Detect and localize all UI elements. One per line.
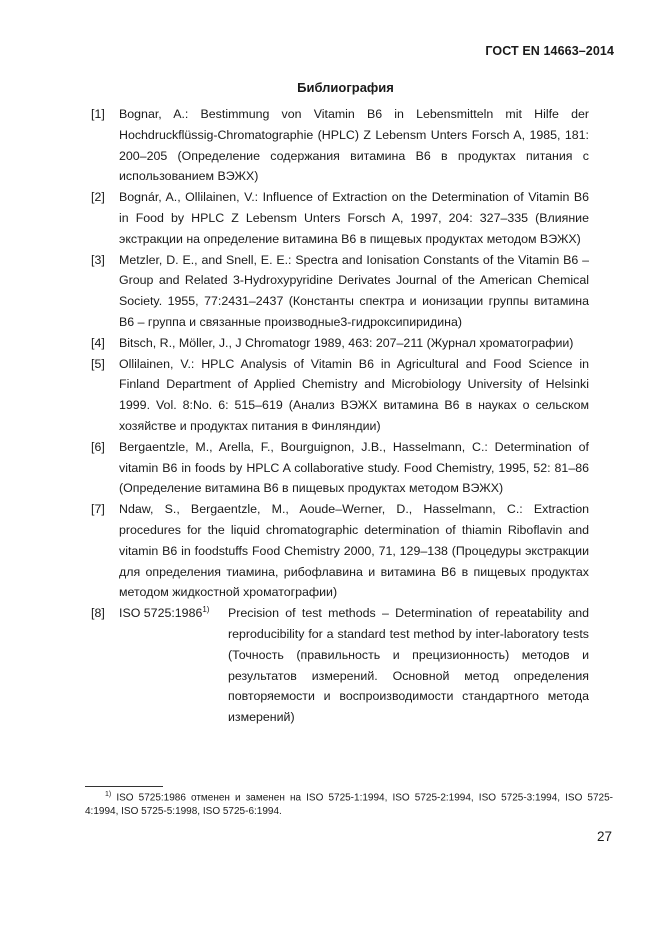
reference-text: Metzler, D. E., and Snell, E. E.: Spectra and Ionisation Constants of the Vitamin B6 – Group and Related 3-Hydroxypyridine Derivates Journal of the American Chemical Society. 1955, 77:2431–2437 (Константы спектра и ионизации группы витамина В6 – группа и связанные производные3-гидроксипиридина) (119, 252, 589, 329)
reference-item (91, 437, 589, 499)
reference-text: Precision of test methods – Determination of repeatability and reproducibility for a standard test method by inter-laboratory tests (Точность (правильность и прецизионность) методов и результатов измерений. Основной метод определения повторяемости и воспроизводимости стандартного метода измерений) (228, 606, 589, 725)
reference-number: [1] (91, 107, 105, 121)
reference-item (91, 104, 589, 187)
reference-number: [2] (91, 190, 105, 205)
reference-standard-label (119, 603, 228, 624)
page-number: 27 (596, 829, 612, 844)
reference-number: [6] (91, 439, 105, 454)
reference-item (91, 333, 589, 354)
footnote-marker: 1) (105, 791, 112, 798)
footnote-text: ISO 5725:1986 отменен и заменен на ISO 5725-1:1994, ISO 5725-2:1994, ISO 5725-3:1994, ISO 5725-4:1994, ISO 5725-5:1998, ISO 5725-6:1994. (85, 792, 614, 817)
reference-item-iso (91, 603, 589, 728)
footnote-marker: 1) (202, 605, 210, 614)
reference-number: [4] (91, 335, 105, 350)
reference-text: Bognár, A., Ollilainen, V.: Influence of Extraction on the Determination of Vitamin B6 in Food by HPLC Z Lebensm Unters Forsch A, 1997, 204: 327–335 (Влияние экстракции на определение витамина В6 в пищевых продуктах методом ВЭЖХ) (119, 190, 589, 246)
reference-text: Bergaentzle, M., Arella, F., Bourguignon, J.B., Hasselmann, C.: Determination of vitamin B6 in foods by HPLC A collaborative study. Food Chemistry, 1995, 52: 81–86 (Определение витамина В6 в пищевых продуктах методом ВЭЖХ) (119, 439, 589, 496)
reference-text: Bitsch, R., Möller, J., J Chromatogr 1989, 463: 207–211 (Журнал хроматографии) (119, 335, 574, 350)
bibliography-title: Библиография (297, 80, 394, 95)
standard-code: ISO 5725:1986 (119, 606, 203, 621)
reference-number: [3] (91, 252, 105, 267)
reference-item (91, 354, 589, 437)
reference-item (91, 250, 589, 333)
reference-text: Ollilainen, V.: HPLC Analysis of Vitamin B6 in Agricultural and Food Science in Finland Department of Applied Chemistry and Microbiology University of Helsinki 1999. Vol. 8:No. 6: 515–619 (Анализ ВЭЖХ витамина В6 в науках о сельском хозяйстве и продуктах питания в Финляндии) (119, 356, 589, 433)
reference-number: [5] (91, 356, 105, 371)
reference-number: [8] (91, 606, 105, 621)
standard-designation: ГОСТ EN 14663–2014 (485, 44, 614, 58)
reference-item (91, 187, 589, 249)
reference-number: [7] (91, 502, 105, 517)
footnote (85, 788, 613, 818)
reference-text: Bognar, A.: Bestimmung von Vitamin B6 in Lebensmitteln mit Hilfe der Hochdruckflüssig-Chromatographie (HPLC) Z Lebensm Unters Forsch A, 1985, 181: 200–205 (Определение содержания витамина В6 в продуктах питания с использованием ВЭЖХ) (119, 107, 589, 184)
reference-text: Ndaw, S., Bergaentzle, M., Aoude–Werner, D., Hasselmann, C.: Extraction procedures for the liquid chromatographic determination of thiamin Riboflavin and vitamin B6 in foodstuffs Food Chemistry 2000, 71, 129–138 (Процедуры экстракции для определения тиамина, рибофлавина и витамина В6 в пищевых продуктах методом жидкостной хроматографии) (119, 502, 589, 600)
page-title (0, 80, 661, 95)
footnote-divider (85, 786, 163, 787)
reference-item (91, 499, 589, 603)
reference-list (91, 104, 589, 728)
